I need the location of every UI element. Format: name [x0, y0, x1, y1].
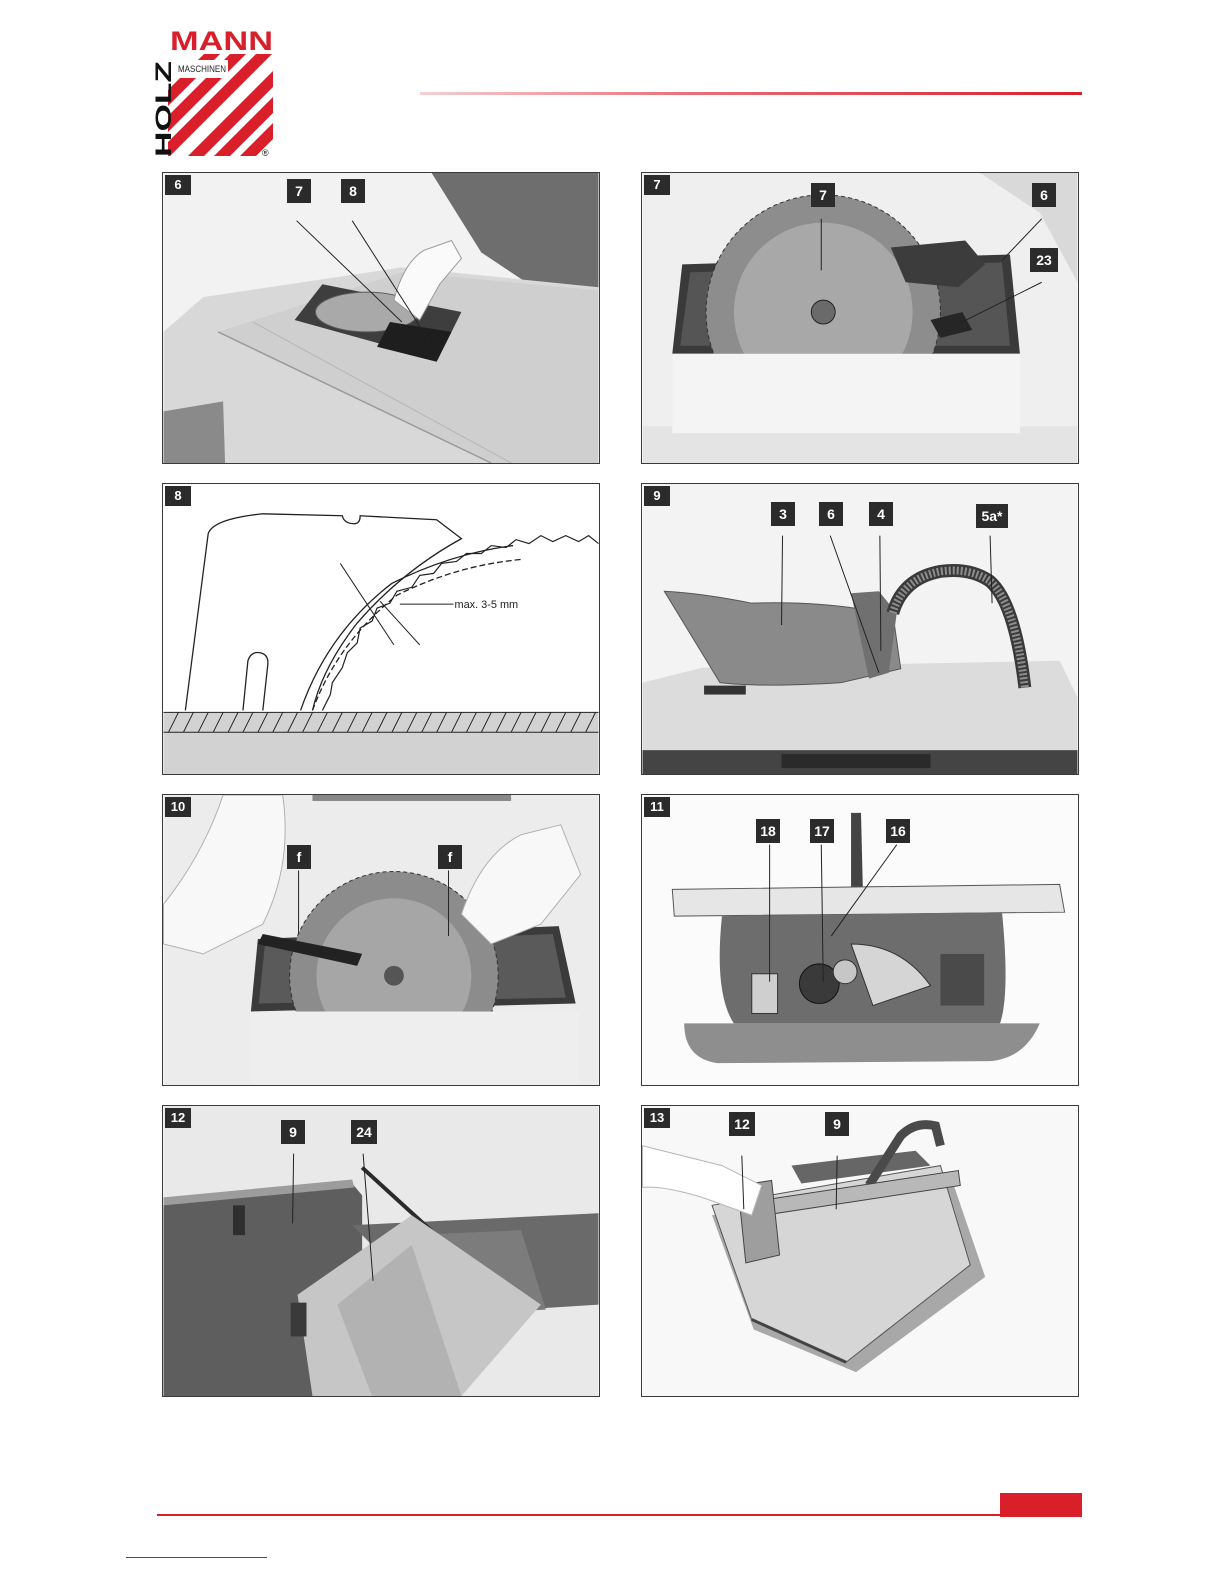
figure-9 [641, 483, 1079, 775]
callout-label: 12 [729, 1112, 755, 1136]
callout-label: 7 [287, 179, 311, 203]
logo-mann-text: MANN [170, 30, 273, 56]
callout-label: 16 [886, 819, 910, 843]
figure-6 [162, 172, 600, 464]
figure-11 [641, 794, 1079, 1086]
figure-7-photo [642, 173, 1078, 463]
callout-label: 7 [811, 183, 835, 207]
figure-number: 10 [165, 797, 191, 817]
callout-label: 3 [771, 502, 795, 526]
figure-11-photo [642, 795, 1078, 1085]
figure-9-photo [642, 484, 1078, 774]
callout-label: f [287, 845, 311, 869]
figure-8-drawing [163, 484, 599, 774]
figure-number: 7 [644, 175, 670, 195]
figure-12 [162, 1105, 600, 1397]
logo-subtitle-text: MASCHINEN [178, 64, 226, 74]
figure-number: 6 [165, 175, 191, 195]
figure-13-photo [642, 1106, 1078, 1396]
callout-label: 6 [819, 502, 843, 526]
footer-page-tab [1000, 1493, 1082, 1517]
figure-12-photo [163, 1106, 599, 1396]
header-rule [420, 92, 1082, 95]
figure-7 [641, 172, 1079, 464]
footer-link-underline [126, 1557, 267, 1558]
callout-label: 9 [281, 1120, 305, 1144]
footer-rule [157, 1514, 1003, 1516]
figure-number: 11 [644, 797, 670, 817]
figure-number: 13 [644, 1108, 670, 1128]
figure-8 [162, 483, 600, 775]
callout-label: 9 [825, 1112, 849, 1136]
callout-label: 5a* [976, 504, 1008, 528]
callout-label: 24 [351, 1120, 377, 1144]
callout-label: 23 [1030, 248, 1058, 272]
figure-13 [641, 1105, 1079, 1397]
clearance-annotation: max. 3-5 mm [454, 599, 519, 612]
callout-label: f [438, 845, 462, 869]
callout-label: 8 [341, 179, 365, 203]
figure-number: 8 [165, 486, 191, 506]
figure-number: 12 [165, 1108, 191, 1128]
holzmann-logo [150, 30, 275, 160]
callout-label: 17 [810, 819, 834, 843]
callout-label: 18 [756, 819, 780, 843]
logo-registered-mark: ® [262, 148, 269, 158]
figure-10 [162, 794, 600, 1086]
figure-10-photo [163, 795, 599, 1085]
logo-holz-text: HOLZ [151, 97, 176, 157]
callout-label: 6 [1032, 183, 1056, 207]
figure-6-photo [163, 173, 599, 463]
figure-number: 9 [644, 486, 670, 506]
callout-label: 4 [869, 502, 893, 526]
